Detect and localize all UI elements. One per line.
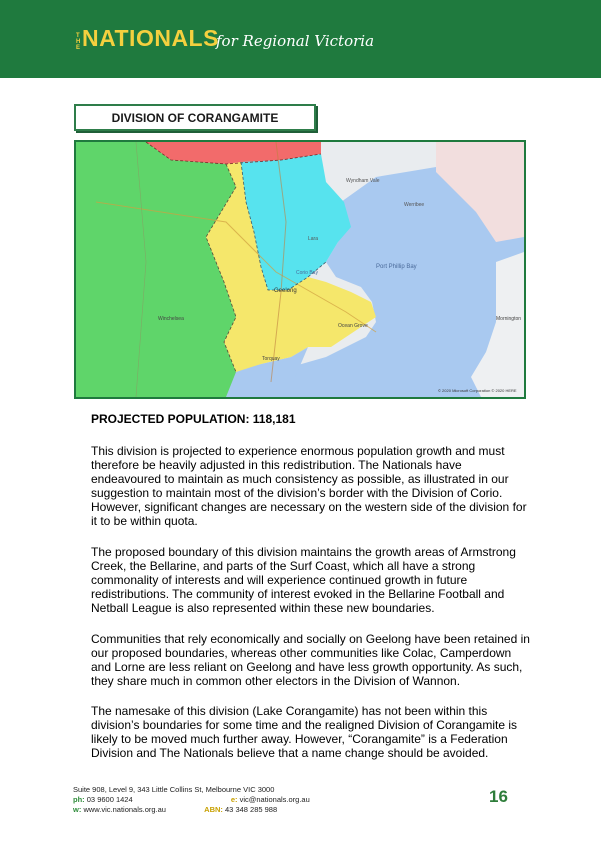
footer-phone-label: ph: [73,795,85,804]
map-label-torquay: Torquay [262,356,280,362]
footer-email-label: e: [230,795,238,804]
paragraph-communities: Communities that rely economically and socially on Geelong have been retained in our proposed boundaries, whereas other communities like Colac, Camperdown and Lorne are less reliant on Geelong and have less growth opportunity. As such, they share much in common other electors in the Division of Wannon. [91,632,530,688]
footer-web[interactable]: www.vic.nationals.org.au [83,805,166,814]
page-footer [73,785,310,815]
projected-population: PROJECTED POPULATION: 118,181 [91,412,296,426]
paragraph-growth: This division is projected to experience enormous population growth and must therefore be heavily adjusted in this redistribution. The Nationals have endeavoured to maintain as much consistency as possible, as illustrated in our suggestion to maintain most of the division’s border with the Division of Corio. However, significant changes are necessary on the western side of the division for it to be within quota. [91,444,527,528]
footer-phone: 03 9600 1424 [86,795,133,804]
map-label-port-phillip-bay: Port Phillip Bay [376,264,417,270]
logo-nationals-text: NATIONALS [82,25,219,51]
division-map-image [76,142,524,397]
logo-the-text: THE [76,33,81,51]
footer-abn-label: ABN: [204,805,223,814]
paragraph-namesake: The namesake of this division (Lake Corangamite) has not been within this division’s boundaries for some time and the realigned Division of Corangamite is likely to be moved much further away. However, “Corangamite” is a Federation Division and The Nationals believe that a name change should be avoided. [91,704,517,760]
map-label-ocean-grove: Ocean Grove [338,323,368,329]
footer-web-label: w: [73,805,82,814]
map-copyright: © 2020 Microsoft Corporation © 2020 HERE [438,388,517,393]
page-header [0,0,601,78]
division-map [74,140,526,399]
map-label-geelong: Geelong [274,288,297,294]
map-label-wyndham-vale: Wyndham Vale [346,178,380,184]
section-title: DIVISION OF CORANGAMITE [111,110,279,125]
map-label-winchelsea: Winchelsea [158,316,184,322]
page-number: 16 [489,787,508,806]
paragraph-boundary: The proposed boundary of this division maintains the growth areas of Armstrong Creek, the Bellarine, and parts of the Surf Coast, which all have a strong commonality of interests and will experience continued growth in future redistributions. The community of interest evoked in the Bellarine Football and Netball League is also represented within these new boundaries. [91,545,516,615]
footer-abn: 43 348 285 988 [225,805,278,814]
footer-email[interactable]: vic@nationals.org.au [239,795,310,804]
footer-address: Suite 908, Level 9, 343 Little Collins St, Melbourne VIC 3000 [73,785,275,794]
map-label-werribee: Werribee [404,202,425,208]
logo-tagline: for Regional Victoria [216,32,375,50]
map-label-lara: Lara [308,236,319,242]
map-label-corio-bay: Corio Bay [296,270,318,276]
section-title-box [74,104,316,131]
map-label-mornington: Mornington [496,316,522,322]
